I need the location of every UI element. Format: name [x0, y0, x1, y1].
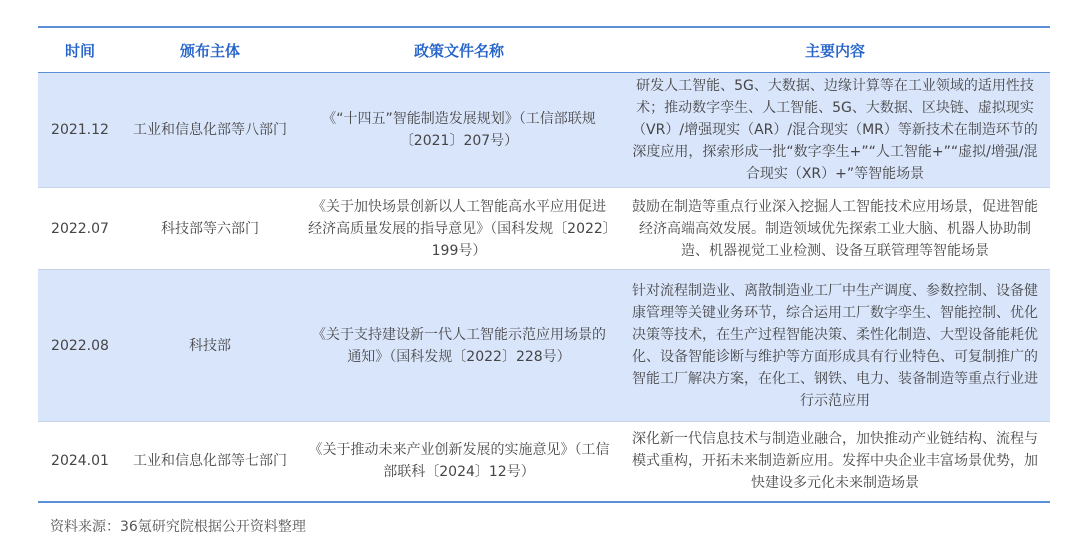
header-policy: 政策文件名称	[298, 27, 620, 73]
table-row	[38, 422, 1050, 502]
cell-time: 2022.07	[38, 188, 122, 270]
header-issuer: 颁布主体	[122, 27, 298, 73]
cell-content: 针对流程制造业、离散制造业工厂中生产调度、参数控制、设备健康管理等关键业务环节，综合运用工厂数字孪生、智能控制、优化决策等技术，在生产过程智能决策、柔性化制造、大型设备能耗优化、设备智能诊断与维护等方面形成具有行业特色、可复制推广的智能工厂解决方案，在化工、钢铁、电力、装备制造等重点行业进行示范应用	[620, 270, 1050, 422]
table-row	[38, 188, 1050, 270]
cell-content: 研发人工智能、5G、大数据、边缘计算等在工业领域的适用性技术；推动数字孪生、人工智能、5G、大数据、区块链、虚拟现实（VR）/增强现实（AR）/混合现实（MR）等新技术在制造环节的深度应用，探索形成一批“数字孪生+”“人工智能+”“虚拟/增强/混合现实（XR）+”等智能场景	[620, 73, 1050, 188]
cell-issuer: 工业和信息化部等七部门	[122, 422, 298, 502]
cell-content: 深化新一代信息技术与制造业融合，加快推动产业链结构、流程与模式重构，开拓未来制造新应用。发挥中央企业丰富场景优势，加快建设多元化未来制造场景	[620, 422, 1050, 502]
header-row	[38, 27, 1050, 73]
cell-policy: 《关于加快场景创新以人工智能高水平应用促进经济高质量发展的指导意见》（国科发规〔2022〕199号）	[298, 188, 620, 270]
cell-time: 2024.01	[38, 422, 122, 502]
source-note: 资料来源：36氪研究院根据公开资料整理	[50, 519, 306, 535]
cell-time: 2021.12	[38, 73, 122, 188]
policy-table	[38, 26, 1050, 503]
cell-policy: 《“十四五”智能制造发展规划》（工信部联规〔2021〕207号）	[298, 73, 620, 188]
cell-issuer: 科技部等六部门	[122, 188, 298, 270]
table-row	[38, 73, 1050, 188]
cell-issuer: 工业和信息化部等八部门	[122, 73, 298, 188]
cell-content: 鼓励在制造等重点行业深入挖掘人工智能技术应用场景，促进智能经济高端高效发展。制造领域优先探索工业大脑、机器人协助制造、机器视觉工业检测、设备互联管理等智能场景	[620, 188, 1050, 270]
header-content: 主要内容	[620, 27, 1050, 73]
cell-policy: 《关于推动未来产业创新发展的实施意见》（工信部联科〔2024〕12号）	[298, 422, 620, 502]
header-time: 时间	[38, 27, 122, 73]
cell-time: 2022.08	[38, 270, 122, 422]
cell-issuer: 科技部	[122, 270, 298, 422]
cell-policy: 《关于支持建设新一代人工智能示范应用场景的通知》（国科发规〔2022〕228号）	[298, 270, 620, 422]
table-row	[38, 270, 1050, 422]
